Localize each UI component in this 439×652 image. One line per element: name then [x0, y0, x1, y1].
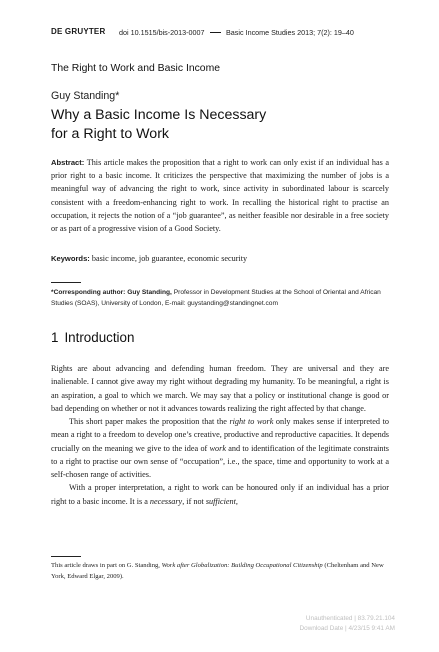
book-title: Work after Globalization: Building Occupational Citizenship — [161, 562, 323, 569]
keywords — [51, 254, 389, 263]
author-name: Guy Standing* — [51, 90, 120, 102]
section-heading — [51, 330, 140, 345]
emphasis: right to work — [229, 417, 274, 426]
corresponding-author-note — [51, 287, 389, 309]
journal-citation: Basic Income Studies 2013; 7(2): 19–40 — [226, 28, 354, 37]
emphasis: necessary — [149, 496, 183, 506]
download-watermark — [245, 614, 395, 634]
emphasis: sufficient — [205, 496, 236, 506]
text-run: This article draws in part on G. Standing, — [51, 562, 162, 569]
abstract-text: This article makes the proposition that a right to work can only exist if an individual has a prior right to a basic income. It criticizes the perspective that maximizing the number of jobs is a meaningful way of advancing the right to work, since activity in subordinated labour is scarcely consistent with a freedom-enhancing right to work. In recalling the historical right to practise an occupation, it rejects the notion of a “job guarantee”, as neither feasible nor desirable in a free society or as part of a progressive vision of a Good Society. — [51, 158, 389, 234]
section-number: 1 — [51, 330, 59, 345]
text-run: and to identification of the legitimate constraints to a right to practise our own sense of “occupation”, i.e., the space, time and opportunity to work at a self-chosen range of activities. — [51, 443, 389, 479]
text-run: only makes sense if interpreted to mean a right to a freedom to develop one’s creative, productive and reproductive capacities. It depends crucially on the meaning we give to the idea of — [51, 417, 389, 453]
watermark-line: Download Date | 4/23/15 9:41 AM — [299, 625, 395, 632]
abstract — [51, 156, 389, 235]
body-text — [51, 362, 389, 508]
section-label: The Right to Work and Basic Income — [51, 63, 221, 74]
header-rule — [210, 32, 221, 33]
running-header — [51, 26, 391, 38]
keywords-text: basic income, job guarantee, economic security — [91, 254, 248, 263]
text-run: , if not — [182, 496, 206, 506]
keywords-label: Keywords: — [51, 254, 90, 263]
publisher-name: DE GRUYTER — [51, 27, 106, 36]
section-title: Introduction — [64, 330, 135, 345]
title-line: Why a Basic Income Is Necessary — [51, 107, 267, 123]
corresponding-label: *Corresponding author: Guy Standing, — [51, 289, 172, 296]
paragraph — [51, 481, 389, 508]
text-run: This short paper makes the proposition that the — [69, 417, 230, 426]
footnote-divider — [51, 556, 81, 557]
abstract-label: Abstract: — [51, 158, 85, 167]
text-run: (Cheltenham and New York, Edward Elgar, 2009). — [51, 562, 384, 580]
watermark-line: Unauthenticated | 83.79.21.104 — [305, 615, 395, 622]
article-title — [51, 106, 381, 143]
corresponding-text[interactable]: Professor in Development Studies at the School of Oriental and African Studies (SOAS), University of London, E-mail: guystanding@standingnet.com — [51, 289, 381, 307]
note-divider — [51, 282, 81, 283]
paragraph: Rights are about advancing and defending human freedom. They are universal and they are inalienable. I cannot give away my right without degrading my humanity. To be meaningful, a right is an aspiration, a goal to which we march. We may say that a policy or institutional change is good or bad depending on whether or not it advances towards realizing the right affected by that change. — [51, 364, 389, 413]
text-run: With a proper interpretation, a right to work can be honoured only if an individual has a prior right to a basic income. It is a — [51, 483, 389, 506]
title-line: for a Right to Work — [51, 125, 170, 142]
text-run: , — [235, 496, 238, 506]
footnote — [51, 561, 389, 582]
emphasis: work — [209, 443, 226, 453]
doi-link[interactable]: doi 10.1515/bis-2013-0007 — [119, 28, 205, 37]
paragraph — [51, 415, 389, 481]
